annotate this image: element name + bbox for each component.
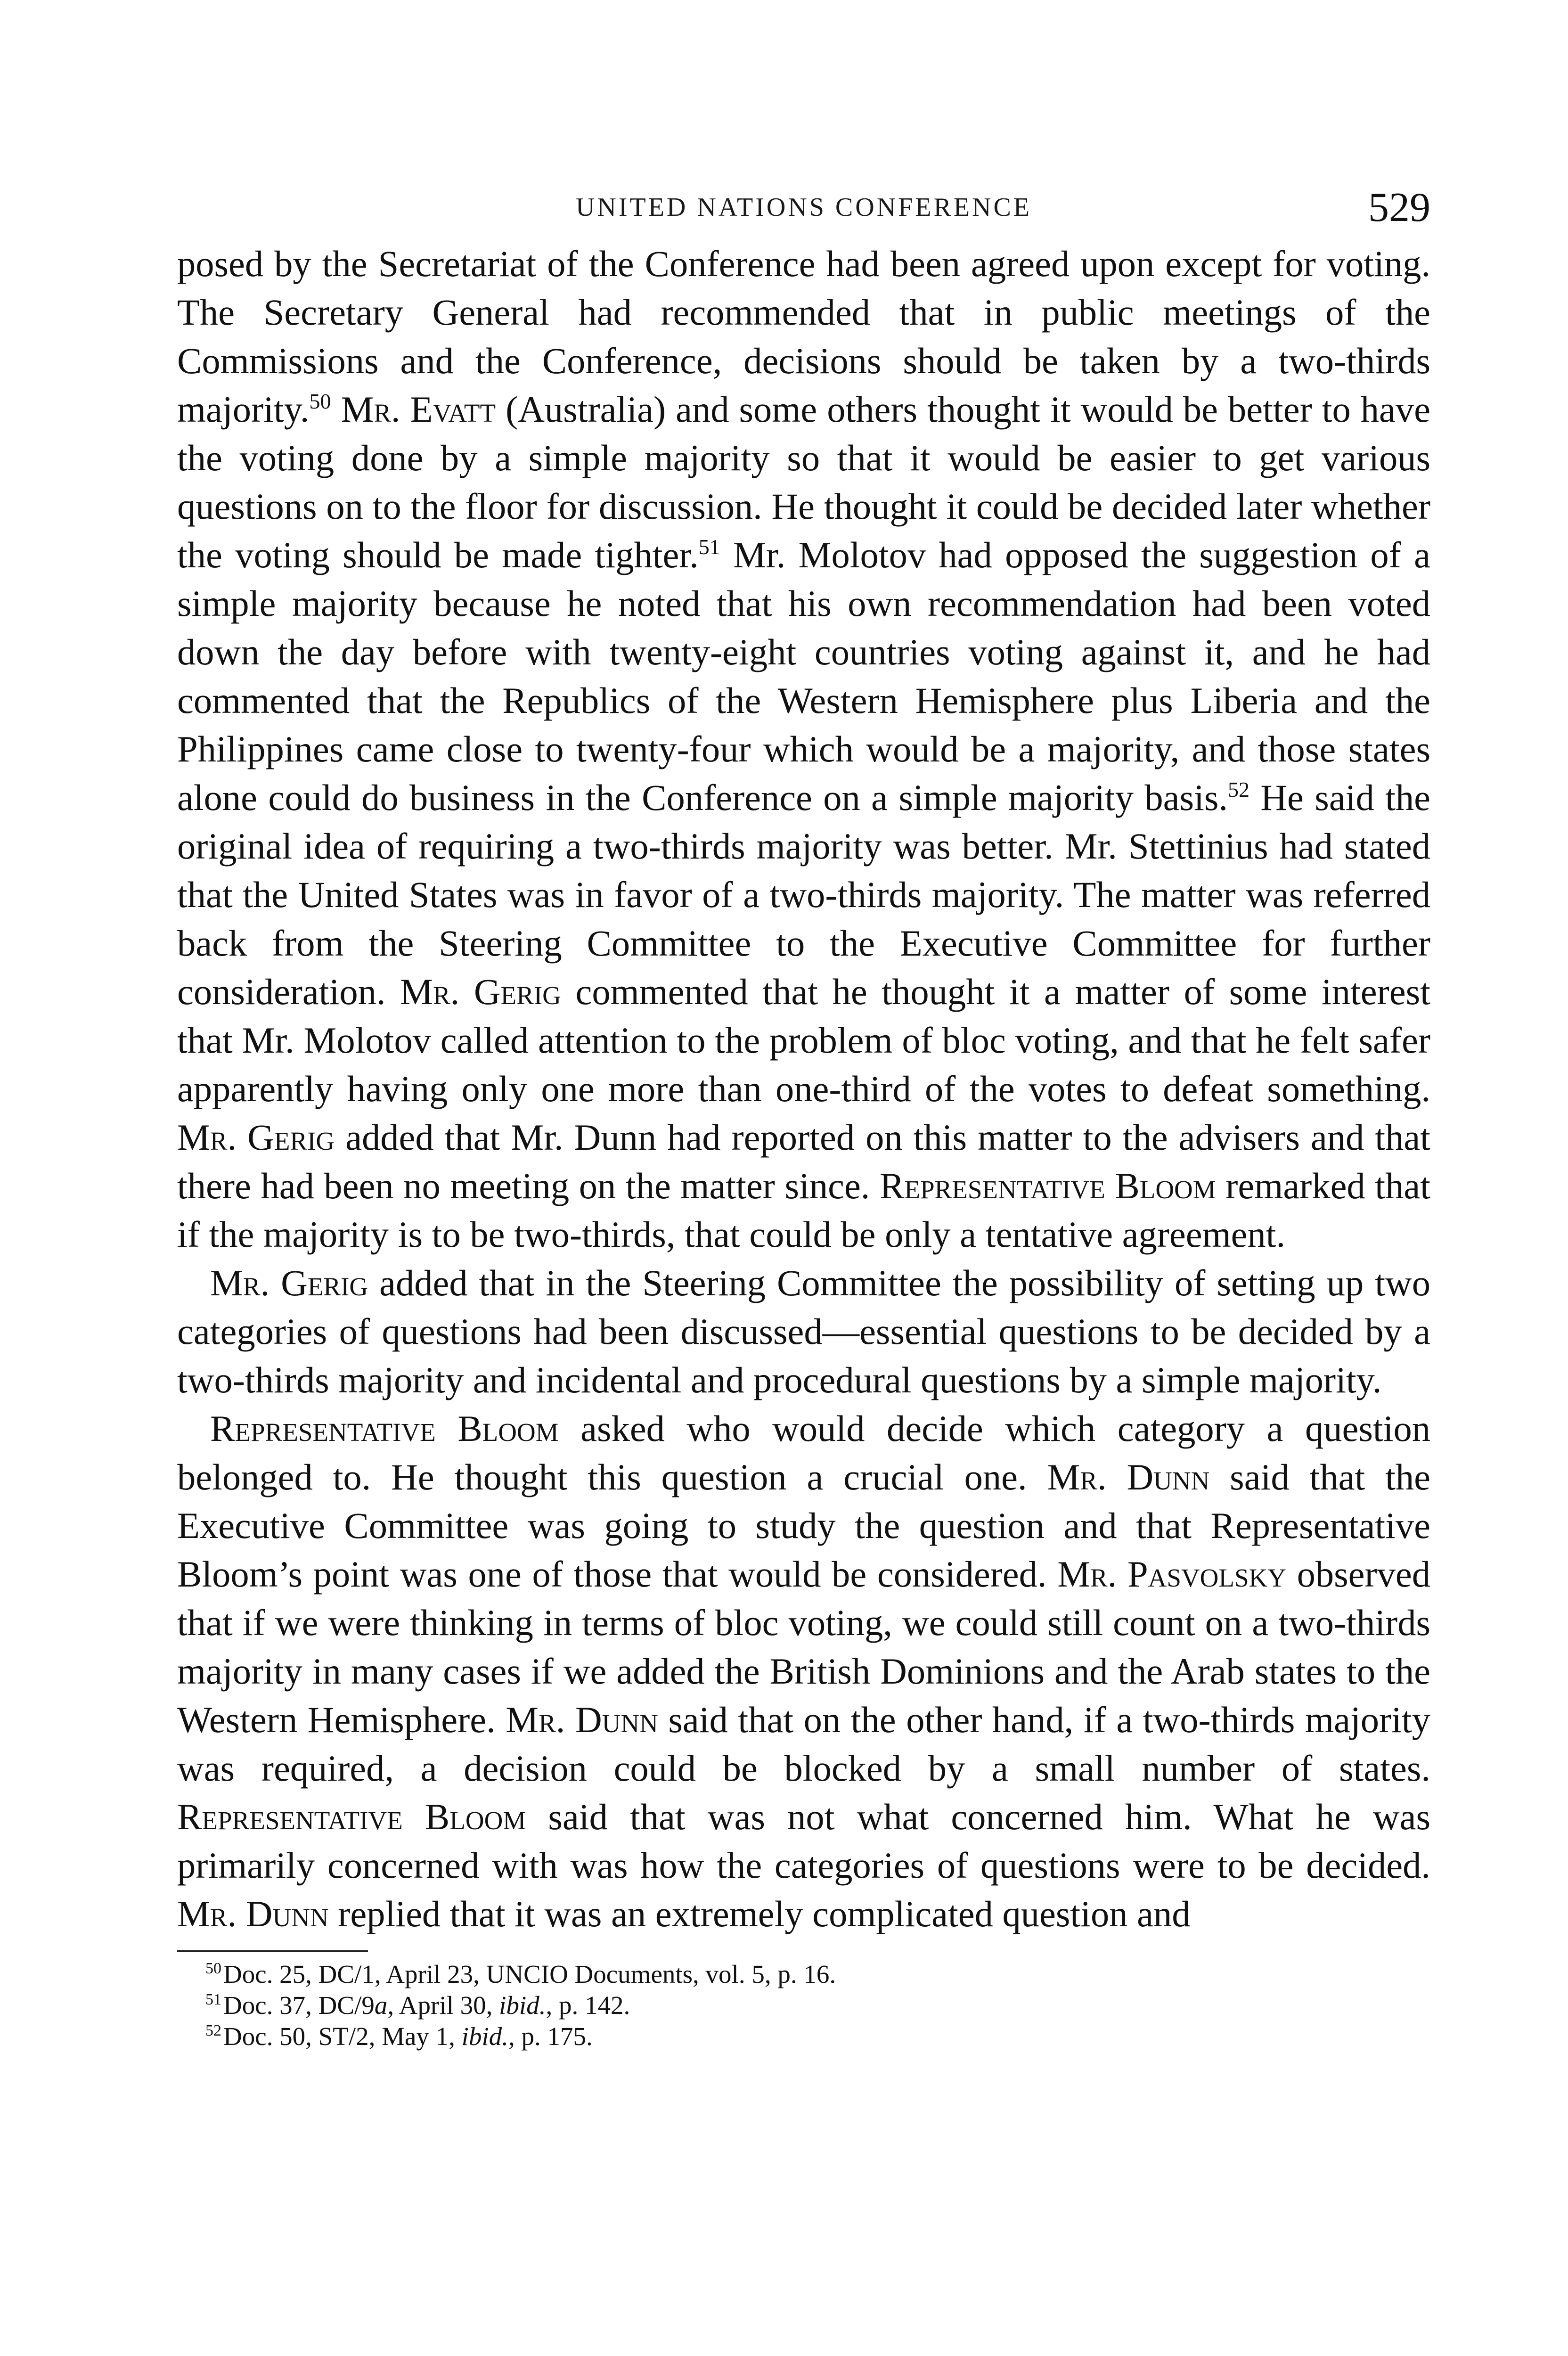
speaker-name: Mr. Pasvolsky bbox=[1057, 1554, 1286, 1595]
footnote-text: a bbox=[374, 1991, 388, 2020]
text-run: added that in the Steering Committee the possibility of setting up two categories of questions had been discussed—essential questions to be decided by a two-thirds majority and incidental and procedural questions by a simple majority. bbox=[177, 1262, 1430, 1400]
footnote-52 bbox=[177, 2021, 1430, 2052]
footnote-ref-51: 51 bbox=[698, 535, 720, 559]
paragraph-1 bbox=[177, 239, 1430, 1259]
running-title: UNITED NATIONS CONFERENCE bbox=[575, 193, 1032, 222]
speaker-name: Mr. Gerig bbox=[400, 971, 561, 1012]
text-run: (Australia) and some others thought it would be better to have the voting done by a simple majority so that it would be easier to get various questions on to the floor for discussion. He thought it could be decided later whether the voting should be made tighter. bbox=[177, 389, 1430, 575]
footnote-51 bbox=[177, 1990, 1430, 2021]
text-run: replied that it was an extremely complicated question and bbox=[328, 1893, 1191, 1934]
text-run: Mr. Molotov had opposed the suggestion of a simple majority because he noted that his own recommendation had been voted down the day before with twenty-eight countries voting against it, and he had commented that the Republics of the Western Hemisphere plus Liberia and the Philippines came close to twenty-four which would be a majority, and those states alone could do business in the Conference on a simple majority basis. bbox=[177, 534, 1430, 818]
text-run: observed that if we were thinking in terms of bloc voting, we could still count on a two-thirds majority in many cases if we added the British Dominions and the Arab states to the Western Hemisphere. bbox=[177, 1554, 1431, 1740]
footnote-number: 51 bbox=[205, 1991, 221, 2008]
footnote-divider bbox=[177, 1950, 368, 1952]
footnote-number: 52 bbox=[205, 2022, 221, 2039]
text-run: asked who would decide which category a question belonged to. He thought this question a crucial one. bbox=[177, 1408, 1430, 1497]
footnote-text: , p. 142. bbox=[546, 1991, 630, 2020]
text-run: said that the Executive Committee was going to study the question and that Representative Bloom’s point was one of those that would be considered. bbox=[177, 1456, 1430, 1595]
footnote-ref-50: 50 bbox=[309, 389, 331, 413]
footnote-text: , p. 175. bbox=[508, 2022, 593, 2051]
paragraph-3 bbox=[177, 1404, 1430, 1938]
text-run: He said the original idea of requiring a two-thirds majority was better. Mr. Stettinius had stated that the United States was in favor of a two-thirds majority. The matter was referred back from the Steering Committee to the Executive Committee for further consideration. bbox=[177, 777, 1430, 1012]
text-run: remarked that if the majority is to be two-thirds, that could be only a tentative agreement. bbox=[177, 1165, 1430, 1255]
speaker-name: Mr. Evatt bbox=[341, 389, 496, 430]
footnote-text: , April 30, bbox=[387, 1991, 499, 2020]
speaker-name: Mr. Gerig bbox=[177, 1117, 335, 1158]
text-run: commented that he thought it a matter of some interest that Mr. Molotov called attention to the problem of bloc voting, and that he felt safer apparently having only one more than one-third of the votes to defeat something. bbox=[177, 971, 1430, 1109]
speaker-name: Representative Bloom bbox=[177, 1796, 526, 1837]
document-page bbox=[177, 184, 1430, 2052]
speaker-name: Mr. Gerig bbox=[210, 1262, 368, 1303]
footnote-50 bbox=[177, 1959, 1430, 1990]
text-run: said that on the other hand, if a two-thirds majority was required, a decision could be blocked by a small number of states. bbox=[177, 1699, 1430, 1789]
page-number: 529 bbox=[1368, 185, 1430, 230]
footnote-number: 50 bbox=[205, 1960, 221, 1977]
paragraph-2 bbox=[177, 1259, 1430, 1404]
running-header bbox=[177, 184, 1430, 236]
footnote-ref-52: 52 bbox=[1228, 777, 1250, 802]
text-run: posed by the Secretariat of the Conference had been agreed upon except for voting. The Secretary General had recommended that in public meetings of the Commissions and the Conference, decisions should be taken by a two-thirds majority. bbox=[177, 243, 1430, 430]
footnote-text: ibid. bbox=[499, 1991, 546, 2020]
footnote-text: Doc. 37, DC/9 bbox=[223, 1991, 375, 2020]
text-run: said that was not what concerned him. What he was primarily concerned with was how the categories of questions were to be decided. bbox=[177, 1796, 1430, 1886]
speaker-name: Representative Bloom bbox=[210, 1408, 559, 1449]
footnote-text: ibid. bbox=[461, 2022, 508, 2051]
speaker-name: Representative Bloom bbox=[880, 1165, 1216, 1206]
speaker-name: Mr. Dunn bbox=[1047, 1456, 1210, 1497]
body-text bbox=[177, 239, 1430, 1938]
footnote-text: Doc. 25, DC/1, April 23, UNCIO Documents, vol. 5, p. 16. bbox=[223, 1960, 836, 1988]
text-run: added that Mr. Dunn had reported on this matter to the advisers and that there had been no meeting on the matter since. bbox=[177, 1117, 1430, 1206]
speaker-name: Mr. Dunn bbox=[506, 1699, 658, 1740]
footnotes bbox=[177, 1959, 1430, 2052]
speaker-name: Mr. Dunn bbox=[177, 1893, 329, 1934]
footnote-text: Doc. 50, ST/2, May 1, bbox=[223, 2022, 462, 2051]
